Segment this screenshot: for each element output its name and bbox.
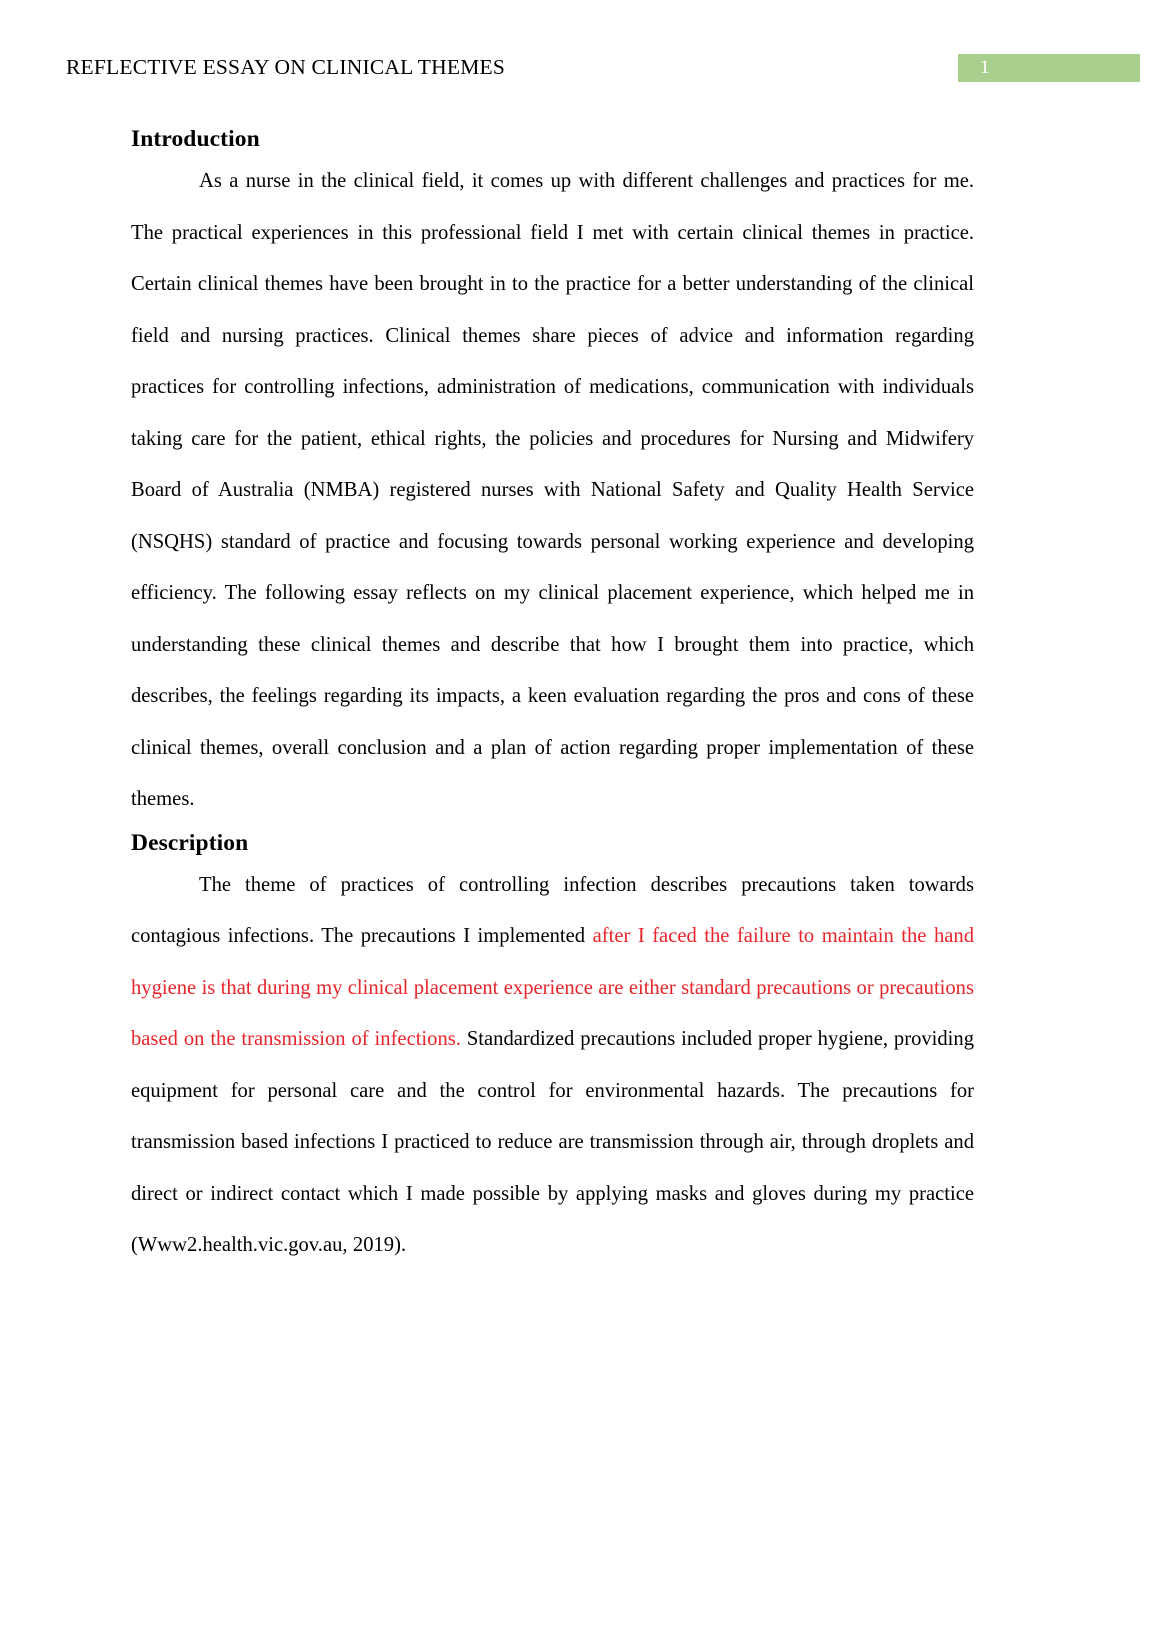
section-heading-introduction: Introduction — [131, 126, 260, 152]
page-number-band — [958, 54, 1140, 82]
running-header-title: REFLECTIVE ESSAY ON CLINICAL THEMES — [66, 55, 506, 79]
section-heading-description: Description — [131, 829, 249, 856]
description-paragraph — [131, 860, 974, 1272]
introduction-paragraph: As a nurse in the clinical field, it comes up with different challenges and practices for me. The practical experiences in this professional field I met with certain clinical themes in practice. Certain clinical themes have been brought in to the practice for a better understanding of the clinical field and nursing practices. Clinical themes share pieces of advice and information regarding practices for controlling infections, administration of medications, communication with individuals taking care for the patient, ethical rights, the policies and procedures for Nursing and Midwifery Board of Australia (NMBA) registered nurses with National Safety and Quality Health Service (NSQHS) standard of practice and focusing towards personal working experience and developing efficiency. The following essay reflects on my clinical placement experience, which helped me in understanding these clinical themes and describe that how I brought them into practice, which describes, the feelings regarding its impacts, a keen evaluation regarding the pros and cons of these clinical themes, overall conclusion and a plan of action regarding proper implementation of these themes. — [131, 170, 974, 810]
document-body — [131, 122, 974, 1272]
description-text-lead: The theme of practices of controlling infection describes precautions taken towards contagious infections. The precautions I implemented — [131, 873, 974, 947]
page-number: 1 — [980, 57, 990, 78]
description-text-tail: Standardized precautions included proper hygiene, providing equipment for personal care and the control for environmental hazards. The precautions for transmission based infections I practiced to reduce are transmission through air, through droplets and direct or indirect contact which I made possible by applying masks and gloves during my practice (Www2.health.vic.gov.au, 2019). — [131, 1028, 974, 1256]
description-text-highlighted-revision: after I faced the failure to maintain the hand hygiene is that during my clinical placement experience are either standard precautions or precautions based on the transmission of infections. — [131, 925, 974, 1050]
running-header — [0, 52, 1158, 86]
